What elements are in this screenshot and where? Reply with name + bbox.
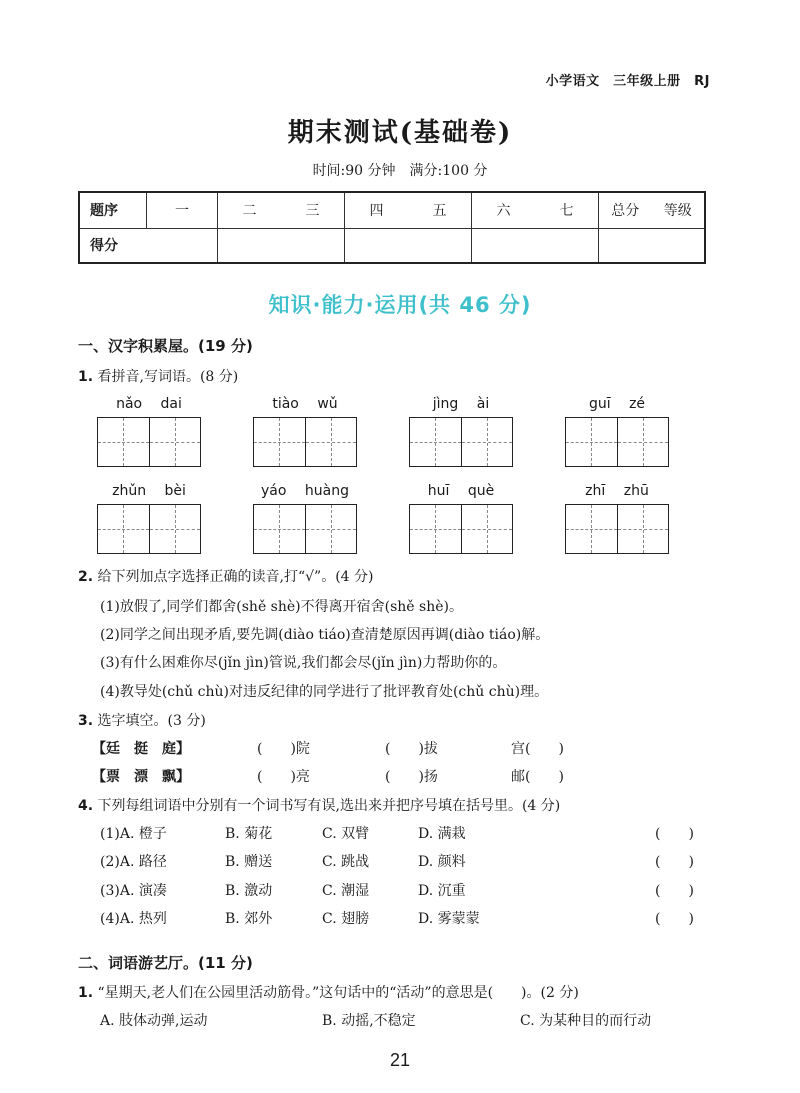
score-table-col-7: 七: [559, 203, 574, 220]
score-cell[interactable]: [599, 228, 706, 263]
score-table-col-2: 二: [242, 203, 257, 220]
q4-text: 下列每组词语中分别有一个词书写有误,选出来并把序号填在括号里。(4 分): [97, 798, 561, 814]
q4-answer-4[interactable]: ( ): [655, 911, 694, 927]
q3-blank-5[interactable]: ( )扬: [385, 769, 438, 785]
writing-grid-7[interactable]: [409, 504, 513, 554]
q2-line-4: (4)教导处(chǔ chù)对违反纪律的同学进行了批评教育处(chǔ chù)理。: [100, 684, 549, 700]
page-number: 21: [389, 1050, 411, 1070]
p2-q1-text: “星期天,老人们在公园里活动筋骨。”这句话中的“活动”的意思是( )。(2 分): [97, 985, 579, 1001]
score-table-col-total: 总分: [611, 203, 640, 220]
p2-q1-option-b[interactable]: B. 动摇,不稳定: [322, 1013, 416, 1029]
header-book-info: 小学语文 三年级上册 RJ: [545, 74, 710, 89]
score-table-row-label: 得分: [79, 228, 218, 263]
score-table-header-order: 题序: [79, 192, 147, 228]
q3-blank-2[interactable]: ( )拔: [385, 741, 438, 757]
score-table-col-3: 三: [305, 203, 320, 220]
p2-q1-option-c[interactable]: C. 为某种目的而行动: [520, 1013, 652, 1029]
pinyin-4: guī zé: [588, 396, 646, 412]
q4-row-3-a: (3)A. 演凑: [100, 883, 167, 899]
pinyin-8: zhī zhū: [585, 483, 649, 499]
q4-row-4-a: (4)A. 热列: [100, 911, 167, 927]
score-cell[interactable]: [472, 228, 599, 263]
q4-row-4-b: B. 郊外: [225, 911, 273, 927]
score-table-col-4: 四: [369, 203, 384, 220]
q1-prompt: [78, 366, 238, 386]
q4-row-1-b: B. 菊花: [225, 826, 273, 842]
q3-text: 选字填空。(3 分): [97, 713, 206, 729]
p2-q1-number: 1.: [78, 985, 94, 1001]
score-table: [78, 191, 706, 264]
section-banner: 知识·能力·运用(共 46 分): [268, 293, 532, 317]
pinyin-7: huī què: [427, 483, 495, 499]
q3-bracket-2: 【票 漂 飘】: [92, 769, 190, 785]
score-table-col-5: 五: [432, 203, 447, 220]
q2-line-3: (3)有什么困难你尽(jǐn jìn)管说,我们都会尽(jǐn jìn)力帮助你的。: [100, 655, 507, 671]
score-table-col-grade: 等级: [663, 203, 692, 220]
q4-row-3-c: C. 潮湿: [322, 883, 370, 899]
q3-number: 3.: [78, 713, 94, 729]
q4-row-1-c: C. 双臂: [322, 826, 370, 842]
q3-blank-1[interactable]: ( )院: [257, 741, 310, 757]
q4-row-2-b: B. 赠送: [225, 854, 273, 870]
writing-grid-4[interactable]: [565, 417, 669, 467]
score-cell[interactable]: [345, 228, 472, 263]
q4-row-1-d: D. 满栽: [418, 826, 466, 842]
score-cell[interactable]: [218, 228, 345, 263]
p2-q1-option-a[interactable]: A. 肢体动弹,运动: [100, 1013, 208, 1029]
q4-answer-3[interactable]: ( ): [655, 883, 694, 899]
q2-prompt: [78, 566, 373, 586]
q2-line-2: (2)同学之间出现矛盾,要先调(diào tiáo)查清楚原因再调(diào tiáo)解。: [100, 627, 550, 643]
q3-blank-4[interactable]: ( )亮: [257, 769, 310, 785]
q4-row-2-d: D. 颜料: [418, 854, 466, 870]
q3-bracket-1: 【廷 挺 庭】: [92, 741, 190, 757]
q4-row-4-d: D. 雾蒙蒙: [418, 911, 480, 927]
pinyin-2: tiào wǔ: [272, 396, 338, 412]
writing-grid-6[interactable]: [253, 504, 357, 554]
pinyin-5: zhǔn bèi: [112, 483, 186, 499]
page-title: 期末测试(基础卷): [287, 118, 513, 148]
q1-text: 看拼音,写词语。(8 分): [97, 369, 239, 385]
q4-row-4-c: C. 翅膀: [322, 911, 370, 927]
q1-number: 1.: [78, 369, 94, 385]
q2-number: 2.: [78, 569, 94, 585]
writing-grid-5[interactable]: [97, 504, 201, 554]
p2-q1-prompt: [78, 982, 579, 1002]
writing-grid-1[interactable]: [97, 417, 201, 467]
q4-row-2-a: (2)A. 路径: [100, 854, 167, 870]
q3-blank-6[interactable]: 邮( ): [511, 769, 564, 785]
q4-number: 4.: [78, 798, 94, 814]
score-table-col-1: 一: [147, 192, 218, 228]
q3-blank-3[interactable]: 宫( ): [511, 741, 564, 757]
q4-answer-1[interactable]: ( ): [655, 826, 694, 842]
q4-prompt: [78, 795, 560, 815]
pinyin-6: yáo huàng: [261, 483, 349, 499]
part1-heading: 一、汉字积累屋。(19 分): [78, 337, 253, 355]
q2-text: 给下列加点字选择正确的读音,打“√”。(4 分): [97, 569, 374, 585]
pinyin-1: nǎo dai: [116, 396, 182, 412]
pinyin-3: jìng ài: [432, 396, 490, 412]
exam-time-score: 时间:90 分钟 满分:100 分: [312, 163, 488, 179]
writing-grid-2[interactable]: [253, 417, 357, 467]
q3-prompt: [78, 710, 206, 730]
q4-row-2-c: C. 跳战: [322, 854, 370, 870]
q2-line-1: (1)放假了,同学们都舍(shě shè)不得离开宿舍(shě shè)。: [100, 599, 463, 615]
q4-row-3-d: D. 沉重: [418, 883, 466, 899]
q4-row-3-b: B. 激动: [225, 883, 273, 899]
q4-row-1-a: (1)A. 橙子: [100, 826, 167, 842]
score-table-col-6: 六: [496, 203, 511, 220]
writing-grid-8[interactable]: [565, 504, 669, 554]
writing-grid-3[interactable]: [409, 417, 513, 467]
q4-answer-2[interactable]: ( ): [655, 854, 694, 870]
part2-heading: 二、词语游艺厅。(11 分): [78, 954, 253, 972]
